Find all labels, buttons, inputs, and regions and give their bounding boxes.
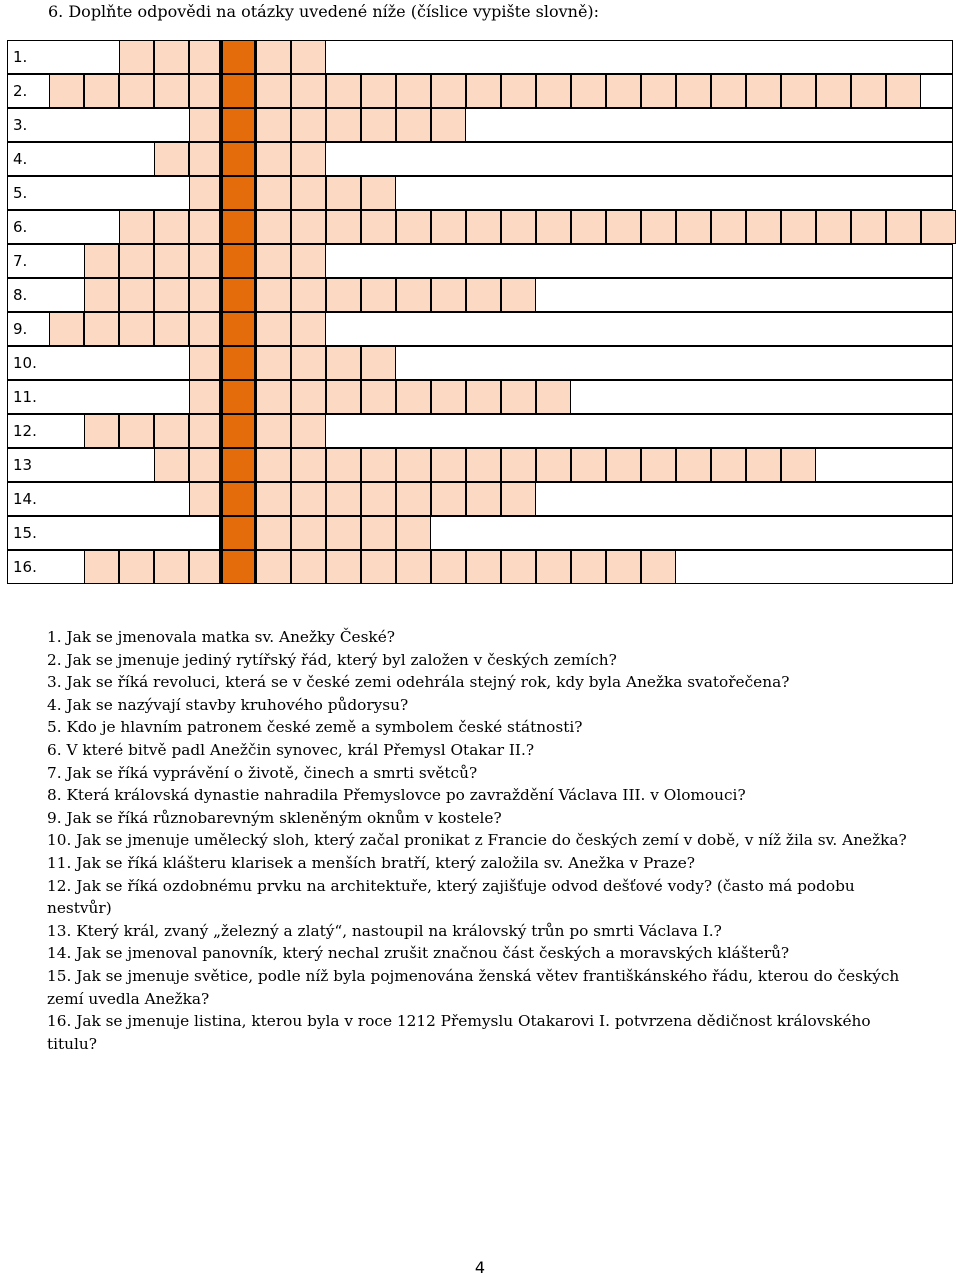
letter-cell[interactable] [119,74,154,108]
letter-cell[interactable] [571,210,606,244]
letter-cell[interactable] [49,74,84,108]
letter-cell[interactable] [816,210,851,244]
key-letter-cell[interactable] [222,40,256,74]
crossword-row [7,40,953,74]
letter-cell[interactable] [154,142,189,176]
letter-cell[interactable] [361,550,396,584]
question-8: 8. Která královská dynastie nahradila Přemyslovce po zavraždění Václava III. v Olomouci? [47,786,746,805]
letter-cell[interactable] [119,550,154,584]
letter-cell[interactable] [326,210,361,244]
key-letter-cell[interactable] [222,346,256,380]
question-13: 13. Který král, zvaný „železný a zlatý“, nastoupil na královský trůn po smrti Václava I.? [47,921,722,940]
letter-cell[interactable] [189,448,224,482]
letter-cell[interactable] [781,448,816,482]
key-letter-cell[interactable] [222,176,256,210]
letter-cell[interactable] [396,516,431,550]
letter-cell[interactable] [571,74,606,108]
row-number: 12. [13,422,37,440]
letter-cell[interactable] [291,312,326,346]
letter-cell[interactable] [154,312,189,346]
letter-cell[interactable] [291,278,326,312]
letter-cell[interactable] [189,74,224,108]
row-outline [7,108,953,142]
letter-cell[interactable] [781,210,816,244]
crossword-row [7,142,953,176]
letter-cell[interactable] [711,74,746,108]
letter-cell[interactable] [851,74,886,108]
row-number: 2. [13,82,28,100]
key-letter-cell[interactable] [222,414,256,448]
letter-cell[interactable] [466,210,501,244]
letter-cell[interactable] [189,346,224,380]
letter-cell[interactable] [781,74,816,108]
letter-cell[interactable] [326,482,361,516]
crossword-row [7,74,953,108]
letter-cell[interactable] [746,74,781,108]
key-letter-cell[interactable] [222,142,256,176]
letter-cell[interactable] [921,210,956,244]
letter-cell[interactable] [154,414,189,448]
letter-cell[interactable] [606,550,641,584]
letter-cell[interactable] [154,210,189,244]
letter-cell[interactable] [396,448,431,482]
letter-cell[interactable] [396,550,431,584]
letter-cell[interactable] [606,74,641,108]
letter-cell[interactable] [431,482,466,516]
letter-cell[interactable] [431,278,466,312]
key-letter-cell[interactable] [222,448,256,482]
key-letter-cell[interactable] [222,244,256,278]
letter-cell[interactable] [84,312,119,346]
crossword-row [7,244,953,278]
letter-cell[interactable] [256,40,291,74]
letter-cell[interactable] [641,550,676,584]
letter-cell[interactable] [291,448,326,482]
letter-cell[interactable] [154,40,189,74]
letter-cell[interactable] [466,448,501,482]
letter-cell[interactable] [361,346,396,380]
letter-cell[interactable] [396,482,431,516]
crossword-row [7,482,953,516]
letter-cell[interactable] [326,550,361,584]
letter-cell[interactable] [431,448,466,482]
letter-cell[interactable] [746,210,781,244]
letter-cell[interactable] [256,414,291,448]
row-number: 5. [13,184,28,202]
letter-cell[interactable] [256,516,291,550]
key-letter-cell[interactable] [222,108,256,142]
crossword-row [7,516,953,550]
letter-cell[interactable] [326,108,361,142]
key-letter-cell[interactable] [222,380,256,414]
letter-cell[interactable] [431,380,466,414]
letter-cell[interactable] [291,414,326,448]
row-number: 1. [13,48,28,66]
row-number: 3. [13,116,28,134]
crossword-row [7,210,953,244]
letter-cell[interactable] [291,244,326,278]
letter-cell[interactable] [189,482,224,516]
letter-cell[interactable] [119,244,154,278]
letter-cell[interactable] [256,448,291,482]
letter-cell[interactable] [501,278,536,312]
letter-cell[interactable] [189,278,224,312]
letter-cell[interactable] [501,482,536,516]
letter-cell[interactable] [119,414,154,448]
letter-cell[interactable] [291,108,326,142]
letter-cell[interactable] [501,380,536,414]
letter-cell[interactable] [466,278,501,312]
letter-cell[interactable] [119,210,154,244]
letter-cell[interactable] [256,278,291,312]
letter-cell[interactable] [676,210,711,244]
letter-cell[interactable] [189,176,224,210]
letter-cell[interactable] [326,448,361,482]
crossword-row [7,346,953,380]
row-outline [7,346,953,380]
row-number: 9. [13,320,28,338]
key-letter-cell[interactable] [222,516,256,550]
letter-cell[interactable] [501,448,536,482]
letter-cell[interactable] [361,380,396,414]
letter-cell[interactable] [189,210,224,244]
questions-list [47,626,907,1055]
letter-cell[interactable] [431,74,466,108]
letter-cell[interactable] [606,210,641,244]
letter-cell[interactable] [886,74,921,108]
letter-cell[interactable] [256,74,291,108]
letter-cell[interactable] [886,210,921,244]
row-number: 16. [13,558,37,576]
letter-cell[interactable] [119,312,154,346]
letter-cell[interactable] [154,74,189,108]
question-6: 6. V které bitvě padl Anežčin synovec, král Přemysl Otakar II.? [47,740,535,759]
letter-cell[interactable] [119,40,154,74]
crossword-grid [7,40,953,584]
question-12: 12. Jak se říká ozdobnému prvku na architektuře, který zajišťuje odvod dešťové vody? (často má podobu nestvůr) [47,876,855,918]
row-number: 6. [13,218,28,236]
row-number: 14. [13,490,37,508]
letter-cell[interactable] [361,74,396,108]
letter-cell[interactable] [571,550,606,584]
letter-cell[interactable] [256,380,291,414]
page-number: 4 [474,1258,486,1277]
letter-cell[interactable] [466,482,501,516]
row-number: 13 [13,456,33,474]
letter-cell[interactable] [291,482,326,516]
question-10: 10. Jak se jmenuje umělecký sloh, který začal pronikat z Francie do českých zemí v době, v níž žila sv. Anežka? [47,831,907,850]
letter-cell[interactable] [501,210,536,244]
letter-cell[interactable] [154,278,189,312]
letter-cell[interactable] [256,346,291,380]
letter-cell[interactable] [84,244,119,278]
question-9: 9. Jak se říká různobarevným skleněným oknům v kostele? [47,808,502,827]
letter-cell[interactable] [571,448,606,482]
key-letter-cell[interactable] [222,278,256,312]
letter-cell[interactable] [361,278,396,312]
letter-cell[interactable] [466,380,501,414]
letter-cell[interactable] [256,142,291,176]
letter-cell[interactable] [851,210,886,244]
row-number: 4. [13,150,28,168]
question-16: 16. Jak se jmenuje listina, kterou byla v roce 1212 Přemyslu Otakarovi I. potvrzena dědičnost královského titulu? [47,1012,871,1053]
letter-cell[interactable] [676,74,711,108]
letter-cell[interactable] [291,550,326,584]
letter-cell[interactable] [396,278,431,312]
question-11: 11. Jak se říká klášteru klarisek a menších bratří, který založila sv. Anežka v Praze? [47,853,695,872]
letter-cell[interactable] [291,40,326,74]
crossword-row [7,278,953,312]
letter-cell[interactable] [189,108,224,142]
question-7: 7. Jak se říká vyprávění o životě, činech a smrti světců? [47,763,478,782]
letter-cell[interactable] [536,210,571,244]
crossword-row [7,312,953,346]
key-letter-cell[interactable] [222,312,256,346]
question-15: 15. Jak se jmenuje světice, podle níž byla pojmenována ženská větev františkánského řádu, kterou do českých zemí uvedla Anežka? [47,966,900,1008]
letter-cell[interactable] [189,142,224,176]
letter-cell[interactable] [119,278,154,312]
letter-cell[interactable] [326,74,361,108]
letter-cell[interactable] [256,550,291,584]
letter-cell[interactable] [291,74,326,108]
letter-cell[interactable] [641,74,676,108]
letter-cell[interactable] [256,482,291,516]
letter-cell[interactable] [431,550,466,584]
letter-cell[interactable] [256,312,291,346]
letter-cell[interactable] [326,176,361,210]
letter-cell[interactable] [291,142,326,176]
letter-cell[interactable] [361,482,396,516]
crossword-row [7,550,953,584]
row-outline [7,176,953,210]
letter-cell[interactable] [154,550,189,584]
letter-cell[interactable] [84,278,119,312]
letter-cell[interactable] [431,210,466,244]
row-number: 7. [13,252,28,270]
letter-cell[interactable] [291,210,326,244]
letter-cell[interactable] [361,176,396,210]
letter-cell[interactable] [291,380,326,414]
letter-cell[interactable] [189,380,224,414]
letter-cell[interactable] [154,448,189,482]
letter-cell[interactable] [361,448,396,482]
letter-cell[interactable] [326,380,361,414]
letter-cell[interactable] [189,414,224,448]
letter-cell[interactable] [84,414,119,448]
letter-cell[interactable] [711,448,746,482]
letter-cell[interactable] [256,176,291,210]
letter-cell[interactable] [431,108,466,142]
letter-cell[interactable] [816,74,851,108]
letter-cell[interactable] [536,380,571,414]
letter-cell[interactable] [641,448,676,482]
letter-cell[interactable] [501,74,536,108]
question-3: 3. Jak se říká revoluci, která se v české zemi odehrála stejný rok, kdy byla Anežka svatořečena? [47,673,790,692]
question-1: 1. Jak se jmenovala matka sv. Anežky České? [47,628,395,646]
letter-cell[interactable] [536,448,571,482]
letter-cell[interactable] [466,74,501,108]
task-title: 6. Doplňte odpovědi na otázky uvedené níže (číslice vypište slovně): [48,2,600,21]
letter-cell[interactable] [536,74,571,108]
letter-cell[interactable] [606,448,641,482]
letter-cell[interactable] [711,210,746,244]
letter-cell[interactable] [466,550,501,584]
row-outline [7,516,953,550]
letter-cell[interactable] [501,550,536,584]
letter-cell[interactable] [84,74,119,108]
crossword-row [7,108,953,142]
crossword-row [7,448,953,482]
letter-cell[interactable] [326,516,361,550]
row-number: 15. [13,524,37,542]
letter-cell[interactable] [396,74,431,108]
letter-cell[interactable] [49,312,84,346]
key-letter-cell[interactable] [222,482,256,516]
row-number: 11. [13,388,37,406]
letter-cell[interactable] [641,210,676,244]
letter-cell[interactable] [326,278,361,312]
letter-cell[interactable] [84,550,119,584]
letter-cell[interactable] [189,312,224,346]
letter-cell[interactable] [189,550,224,584]
letter-cell[interactable] [361,516,396,550]
letter-cell[interactable] [676,448,711,482]
letter-cell[interactable] [256,108,291,142]
letter-cell[interactable] [396,210,431,244]
letter-cell[interactable] [154,244,189,278]
letter-cell[interactable] [536,550,571,584]
row-number: 8. [13,286,28,304]
letter-cell[interactable] [361,108,396,142]
letter-cell[interactable] [326,346,361,380]
question-4: 4. Jak se nazývají stavby kruhového půdorysu? [47,695,409,714]
letter-cell[interactable] [291,176,326,210]
letter-cell[interactable] [396,108,431,142]
letter-cell[interactable] [291,516,326,550]
key-letter-cell[interactable] [222,74,256,108]
letter-cell[interactable] [256,210,291,244]
letter-cell[interactable] [291,346,326,380]
key-letter-cell[interactable] [222,550,256,584]
letter-cell[interactable] [361,210,396,244]
crossword-row [7,380,953,414]
letter-cell[interactable] [189,244,224,278]
crossword-row [7,176,953,210]
question-14: 14. Jak se jmenoval panovník, který nechal zrušit značnou část českých a moravských klášterů? [47,944,790,963]
letter-cell[interactable] [189,40,224,74]
key-letter-cell[interactable] [222,210,256,244]
crossword-row [7,414,953,448]
letter-cell[interactable] [256,244,291,278]
letter-cell[interactable] [746,448,781,482]
question-5: 5. Kdo je hlavním patronem české země a symbolem české státnosti? [47,718,583,737]
row-number: 10. [13,354,37,372]
row-outline [7,142,953,176]
question-2: 2. Jak se jmenuje jediný rytířský řád, který byl založen v českých zemích? [47,650,617,669]
letter-cell[interactable] [396,380,431,414]
